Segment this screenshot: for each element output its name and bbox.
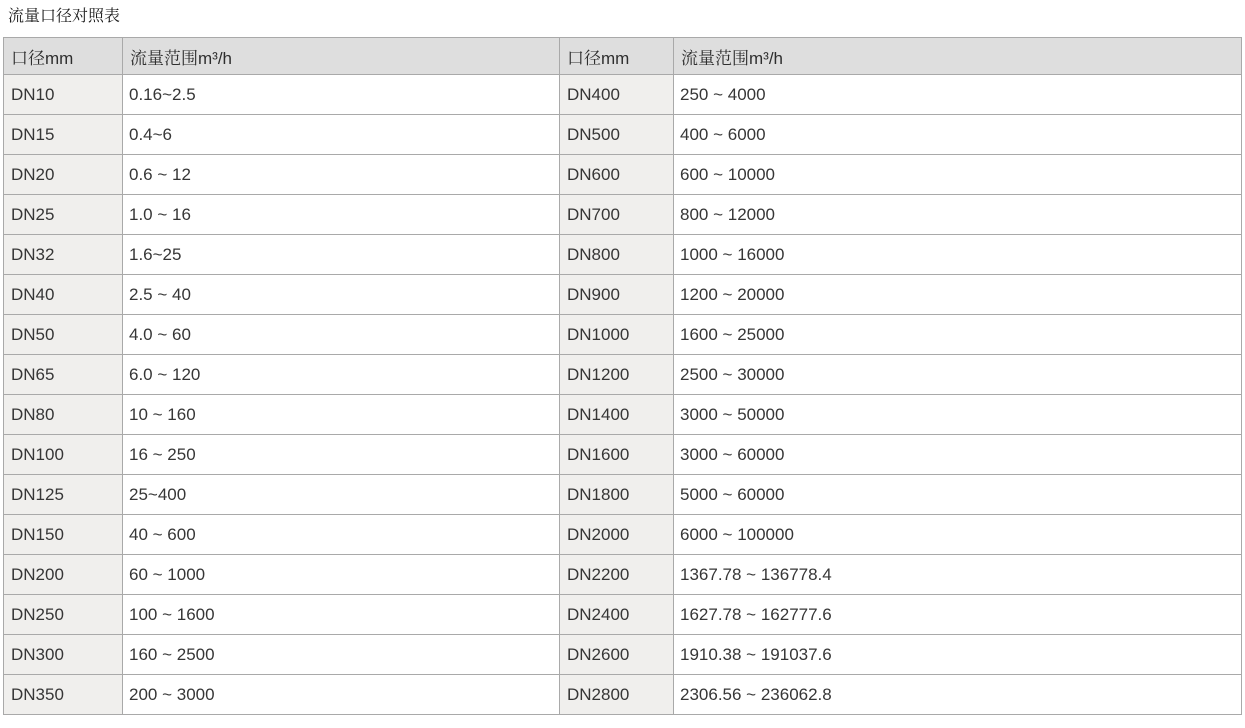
flow-range-cell: 0.16~2.5	[123, 75, 560, 115]
table-row	[4, 355, 1242, 395]
diameter-cell: DN600	[560, 155, 674, 195]
diameter-cell: DN2600	[560, 635, 674, 675]
diameter-cell: DN800	[560, 235, 674, 275]
diameter-cell: DN700	[560, 195, 674, 235]
table-row	[4, 515, 1242, 555]
diameter-cell: DN125	[4, 475, 123, 515]
flow-range-cell: 1.6~25	[123, 235, 560, 275]
table-row	[4, 155, 1242, 195]
flow-range-cell: 1000 ~ 16000	[674, 235, 1242, 275]
table-row	[4, 555, 1242, 595]
flow-range-cell: 0.4~6	[123, 115, 560, 155]
flow-range-cell: 1.0 ~ 16	[123, 195, 560, 235]
table-row	[4, 395, 1242, 435]
flow-range-cell: 2306.56 ~ 236062.8	[674, 675, 1242, 715]
flow-diameter-table	[3, 37, 1242, 715]
diameter-cell: DN100	[4, 435, 123, 475]
diameter-cell: DN40	[4, 275, 123, 315]
flow-range-cell: 6000 ~ 100000	[674, 515, 1242, 555]
diameter-cell: DN1200	[560, 355, 674, 395]
diameter-cell: DN2000	[560, 515, 674, 555]
diameter-cell: DN500	[560, 115, 674, 155]
table-row	[4, 115, 1242, 155]
column-header-diameter-right: 口径mm	[560, 38, 674, 75]
flow-range-cell: 2500 ~ 30000	[674, 355, 1242, 395]
diameter-cell: DN400	[560, 75, 674, 115]
flow-range-cell: 600 ~ 10000	[674, 155, 1242, 195]
table-row	[4, 315, 1242, 355]
table-row	[4, 275, 1242, 315]
diameter-cell: DN200	[4, 555, 123, 595]
page-title: 流量口径对照表	[8, 8, 121, 25]
flow-range-cell: 200 ~ 3000	[123, 675, 560, 715]
table-row	[4, 635, 1242, 675]
flow-range-cell: 1600 ~ 25000	[674, 315, 1242, 355]
table-row	[4, 675, 1242, 715]
table-row	[4, 75, 1242, 115]
flow-range-cell: 800 ~ 12000	[674, 195, 1242, 235]
diameter-cell: DN2200	[560, 555, 674, 595]
table-row	[4, 235, 1242, 275]
diameter-cell: DN350	[4, 675, 123, 715]
table-row	[4, 595, 1242, 635]
flow-range-cell: 1200 ~ 20000	[674, 275, 1242, 315]
flow-range-cell: 400 ~ 6000	[674, 115, 1242, 155]
diameter-cell: DN80	[4, 395, 123, 435]
diameter-cell: DN1400	[560, 395, 674, 435]
diameter-cell: DN10	[4, 75, 123, 115]
diameter-cell: DN32	[4, 235, 123, 275]
flow-range-cell: 40 ~ 600	[123, 515, 560, 555]
diameter-cell: DN300	[4, 635, 123, 675]
flow-range-cell: 2.5 ~ 40	[123, 275, 560, 315]
table-row	[4, 475, 1242, 515]
diameter-cell: DN1000	[560, 315, 674, 355]
diameter-cell: DN15	[4, 115, 123, 155]
diameter-cell: DN1800	[560, 475, 674, 515]
flow-range-cell: 25~400	[123, 475, 560, 515]
column-header-diameter-left: 口径mm	[4, 38, 123, 75]
table-row	[4, 435, 1242, 475]
flow-range-cell: 3000 ~ 50000	[674, 395, 1242, 435]
diameter-cell: DN1600	[560, 435, 674, 475]
diameter-cell: DN150	[4, 515, 123, 555]
flow-range-cell: 16 ~ 250	[123, 435, 560, 475]
flow-range-cell: 0.6 ~ 12	[123, 155, 560, 195]
table-row	[4, 195, 1242, 235]
flow-range-cell: 1367.78 ~ 136778.4	[674, 555, 1242, 595]
diameter-cell: DN900	[560, 275, 674, 315]
flow-range-cell: 250 ~ 4000	[674, 75, 1242, 115]
column-header-flow-range-left: 流量范围m³/h	[123, 38, 560, 75]
flow-range-cell: 5000 ~ 60000	[674, 475, 1242, 515]
flow-range-cell: 10 ~ 160	[123, 395, 560, 435]
flow-range-cell: 1627.78 ~ 162777.6	[674, 595, 1242, 635]
column-header-flow-range-right: 流量范围m³/h	[674, 38, 1242, 75]
flow-range-cell: 1910.38 ~ 191037.6	[674, 635, 1242, 675]
diameter-cell: DN50	[4, 315, 123, 355]
flow-range-cell: 160 ~ 2500	[123, 635, 560, 675]
diameter-cell: DN25	[4, 195, 123, 235]
flow-range-cell: 6.0 ~ 120	[123, 355, 560, 395]
diameter-cell: DN65	[4, 355, 123, 395]
header-row	[4, 38, 1242, 75]
flow-range-cell: 4.0 ~ 60	[123, 315, 560, 355]
diameter-cell: DN20	[4, 155, 123, 195]
diameter-cell: DN2800	[560, 675, 674, 715]
diameter-cell: DN250	[4, 595, 123, 635]
flow-range-cell: 100 ~ 1600	[123, 595, 560, 635]
diameter-cell: DN2400	[560, 595, 674, 635]
flow-range-cell: 3000 ~ 60000	[674, 435, 1242, 475]
flow-range-cell: 60 ~ 1000	[123, 555, 560, 595]
